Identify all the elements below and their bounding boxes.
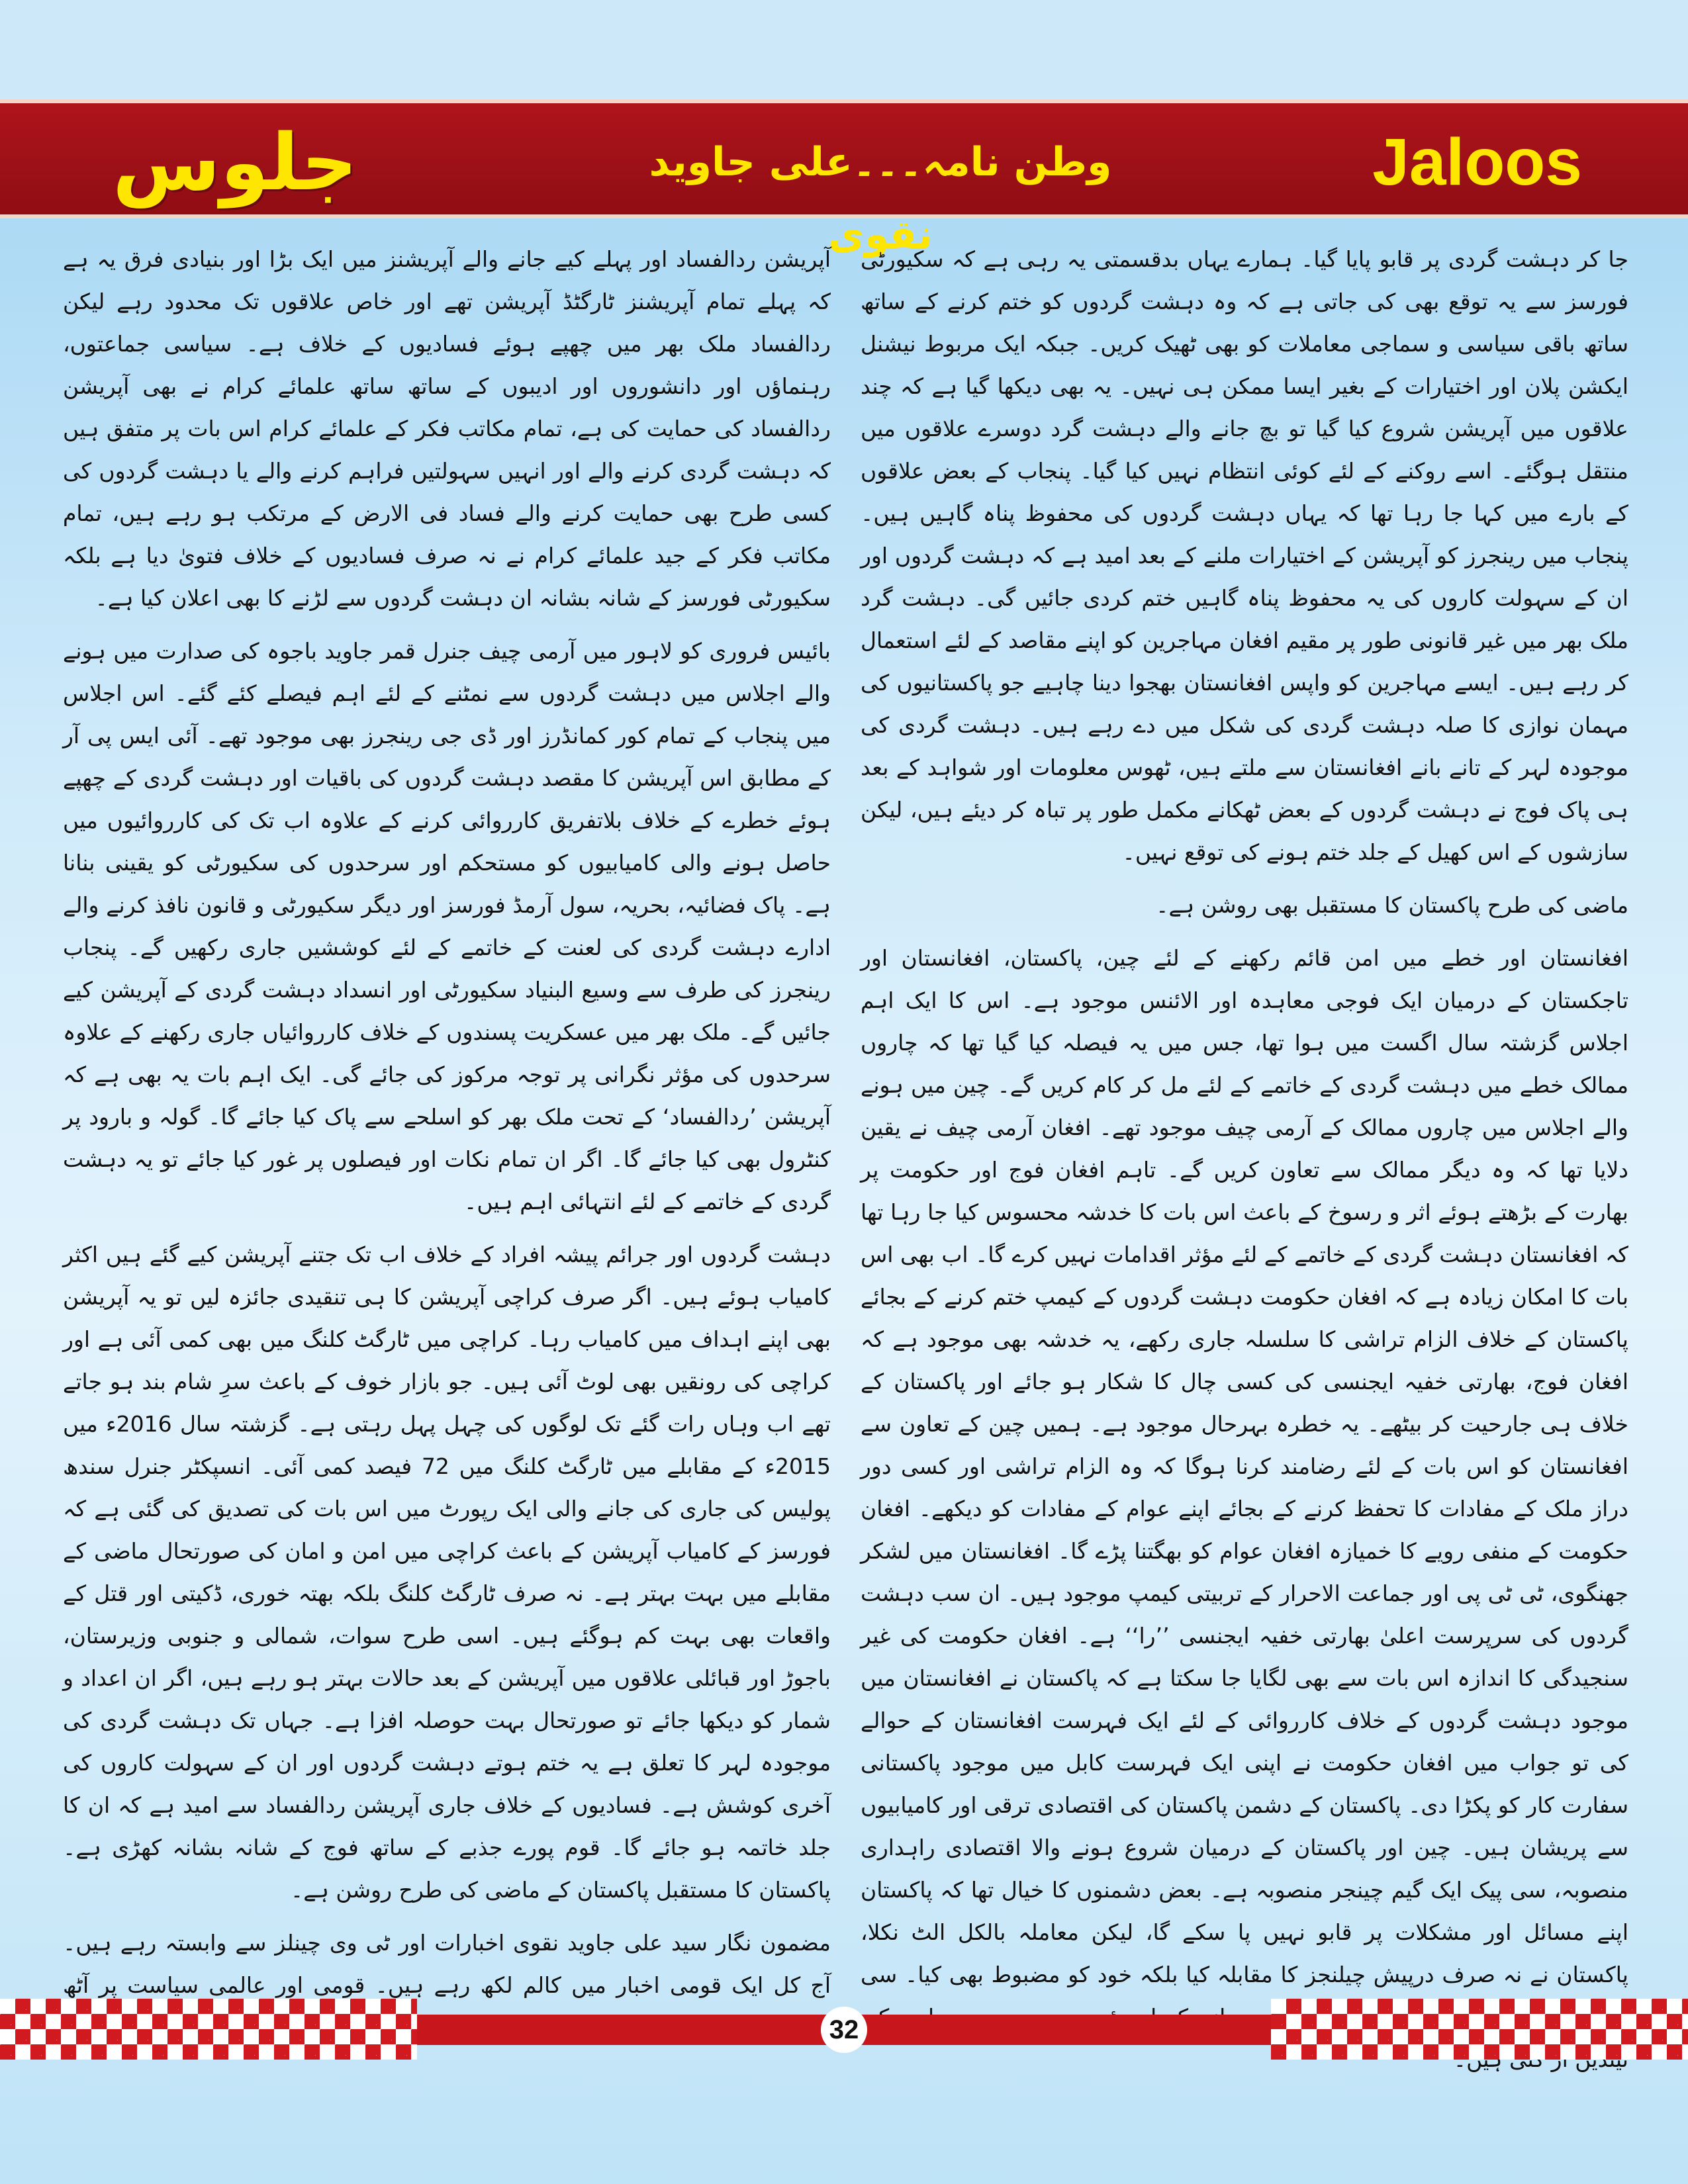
article-paragraph: آپریشن ردالفساد اور پہلے کیے جانے والے آپریشنز میں ایک بڑا اور بنیادی فرق یہ ہے کہ پہلے تمام آپریشنز ٹارگٹڈ آپریشن تھے اور خاص علاقوں تک محدود رہے لیکن ردالفساد ملک بھر میں چھپے ہوئے فسادیوں کے خلاف ہے۔ سیاسی جماعتوں، رہنماؤں اور دانشوروں اور ادیبوں کے ساتھ ساتھ علمائے کرام نے بھی آپریشن ردالفساد کی حمایت کی ہے، تمام مکاتب فکر کے علمائے کرام اس بات پر متفق ہیں کہ دہشت گردی کرنے والے اور انہیں سہولتیں فراہم کرنے والے یا دہشت گردوں کی کسی طرح بھی حمایت کرنے والے فساد فی الارض کے مرتکب ہو رہے ہیں، تمام مکاتب فکر کے جید علمائے کرام نے نہ صرف فسادیوں کے خلاف فتویٰ دیا ہے بلکہ سکیورٹی فورسز کے شانہ بشانہ ان دہشت گردوں سے لڑنے کا بھی اعلان کیا ہے۔ xyxy=(63,246,831,611)
article-column-right xyxy=(861,238,1628,2005)
checker-pattern-right xyxy=(1271,1999,1688,2060)
column-title: وطن نامہ۔۔۔علی جاوید نقوی xyxy=(649,139,1112,258)
article-column-left xyxy=(63,238,831,2005)
checker-pattern-left xyxy=(0,1999,417,2060)
article-paragraph: ماضی کی طرح پاکستان کا مستقبل بھی روشن ہے۔ xyxy=(1156,892,1628,918)
page-footer xyxy=(0,1999,1688,2184)
article-paragraph: بائیس فروری کو لاہور میں آرمی چیف جنرل قمر جاوید باجوہ کی صدارت میں ہونے والے اجلاس میں دہشت گردوں سے نمٹنے کے لئے اہم فیصلے کئے گئے۔ اس اجلاس میں پنجاب کے تمام کور کمانڈرز اور ڈی جی رینجرز بھی موجود تھے۔ آئی ایس پی آر کے مطابق اس آپریشن کا مقصد دہشت گردوں کی باقیات اور دہشت گردی کے چھپے ہوئے خطرے کے خلاف بلاتفریق کارروائی کرنے کے علاوہ اب تک کی کارروائیوں میں حاصل ہونے والی کامیابیوں کو مستحکم اور سرحدوں کی سکیورٹی کو یقینی بنانا ہے۔ پاک فضائیہ، بحریہ، سول آرمڈ فورسز اور دیگر سکیورٹی و قانون نافذ کرنے والے ادارے دہشت گردی کی لعنت کے خاتمے کے لئے کوششیں جاری رکھیں گے۔ پنجاب رینجرز کی طرف سے وسیع البنیاد سکیورٹی اور انسداد دہشت گردی کے آپریشن کیے جائیں گے۔ ملک بھر میں عسکریت پسندوں کے خلاف کارروائیاں جاری رکھنے کے علاوہ سرحدوں کی مؤثر نگرانی پر توجہ مرکوز کی جائے گی۔ ایک اہم بات یہ بھی ہے کہ آپریشن ’ردالفساد‘ کے تحت ملک بھر کو اسلحے سے پاک کیا جائے گا۔ گولہ و بارود پر کنٹرول بھی کیا جائے گا۔ اگر ان تمام نکات اور فیصلوں پر غور کیا جائے تو یہ دہشت گردی کے خاتمے کے لئے انتہائی اہم ہیں۔ xyxy=(63,638,831,1214)
author-note: مضمون نگار سید علی جاوید نقوی اخبارات اور ٹی وی چینلز سے وابستہ رہے ہیں۔ آج کل ایک قومی اخبار میں کالم لکھ رہے ہیں۔ قومی اور عالمی سیاست پر آٹھ xyxy=(63,1930,831,1998)
banner-top-rule xyxy=(0,99,1688,103)
article-paragraph: افغانستان اور خطے میں امن قائم رکھنے کے لئے چین، پاکستان، افغانستان اور تاجکستان کے درمیان ایک فوجی معاہدہ اور الائنس موجود ہے۔ اس کا ایک اہم اجلاس گزشتہ سال اگست میں ہوا تھا، جس میں یہ فیصلہ کیا گیا تھا کہ چاروں ممالک خطے میں دہشت گردی کے خاتمے کے لئے مل کر کام کریں گے۔ چین میں ہونے والے اجلاس میں چاروں ممالک کے آرمی چیف موجود تھے۔ افغان آرمی چیف نے یقین دلایا تھا کہ وہ دیگر ممالک سے تعاون کریں گے۔ تاہم افغان فوج اور حکومت پر بھارت کے بڑھتے ہوئے اثر و رسوخ کے باعث اس بات کا خدشہ محسوس کیا جا رہا تھا کہ افغانستان دہشت گردی کے خاتمے کے لئے مؤثر اقدامات نہیں کرے گا۔ اب بھی اس بات کا امکان زیادہ ہے کہ افغان حکومت دہشت گردوں کے کیمپ ختم کرنے کے بجائے پاکستان کے خلاف الزام تراشی کا سلسلہ جاری رکھے، یہ خدشہ بھی موجود ہے کہ افغان فوج، بھارتی خفیہ ایجنسی کی کسی چال کا شکار ہو جائے اور پاکستان کے خلاف ہی جارحیت کر بیٹھے۔ یہ خطرہ بہرحال موجود ہے۔ ہمیں چین کے تعاون سے افغانستان کو اس بات کے لئے رضامند کرنا ہوگا کہ وہ الزام تراشی اور کسی دور دراز ملک کے مفادات کا تحفظ کرنے کے بجائے اپنے عوام کے مفادات کو دیکھے۔ افغان حکومت کے منفی رویے کا خمیازہ افغان عوام کو بھگتنا پڑے گا۔ افغانستان میں لشکر جھنگوی، ٹی ٹی پی اور جماعت الاحرار کے تربیتی کیمپ موجود ہیں۔ ان سب دہشت گردوں کی سرپرست اعلیٰ بھارتی خفیہ ایجنسی ’’را‘‘ ہے۔ افغان حکومت کی غیر سنجیدگی کا اندازہ اس بات سے بھی لگایا جا سکتا ہے کہ پاکستان نے افغانستان میں موجود دہشت گردوں کے خلاف کارروائی کے لئے ایک فہرست افغانستان کے حوالے کی تو جواب میں افغان حکومت نے اپنی ایک فہرست کابل میں موجود پاکستانی سفارت کار کو پکڑا دی۔ پاکستان کے دشمن پاکستان کی اقتصادی ترقی اور کامیابیوں سے پریشان ہیں۔ چین اور پاکستان کے درمیان شروع ہونے والا اقتصادی راہداری منصوبہ، سی پیک ایک گیم چینجر منصوبہ ہے۔ بعض دشمنوں کا خیال تھا کہ پاکستان اپنے مسائل اور مشکلات پر قابو نہیں پا سکے گا، لیکن معاملہ بالکل الٹ نکلا، پاکستان نے نہ صرف درپیش چیلنجز کا مقابلہ کیا بلکہ خود کو مضبوط بھی کیا۔ سی xyxy=(861,945,1628,1987)
article-paragraph: جا کر دہشت گردی پر قابو پایا گیا۔ ہمارے یہاں بدقسمتی یہ رہی ہے کہ سکیورٹی فورسز سے یہ توقع بھی کی جاتی ہے کہ وہ دہشت گردوں کو ختم کرنے کے ساتھ ساتھ باقی سیاسی و سماجی معاملات کو بھی ٹھیک کریں۔ جبکہ ایک مربوط نیشنل ایکشن پلان اور اختیارات کے بغیر ایسا ممکن ہی نہیں۔ یہ بھی دیکھا گیا ہے کہ چند علاقوں میں آپریشن شروع کیا گیا تو بچ جانے والے دہشت گرد دوسرے علاقوں میں منتقل ہوگئے۔ اسے روکنے کے لئے کوئی انتظام نہیں کیا گیا۔ پنجاب کے بعض علاقوں کے بارے میں کہا جا رہا تھا کہ یہاں دہشت گردوں کی محفوظ پناہ گاہیں ہیں۔ پنجاب میں رینجرز کو آپریشن کے اختیارات ملنے کے بعد امید ہے کہ دہشت گردوں اور ان کے سہولت کاروں کی یہ محفوظ پناہ گاہیں ختم کردی جائیں گی۔ دہشت گرد ملک بھر میں غیر قانونی طور پر مقیم افغان مہاجرین کو اپنے مقاصد کے لئے استعمال کر رہے ہیں۔ ایسے مہاجرین کو واپس افغانستان بھجوا دینا چاہیے جو پاکستانیوں کی مہمان نوازی کا صلہ دہشت گردی کی شکل میں دے رہے ہیں۔ دہشت گردی کی موجودہ لہر کے تانے بانے افغانستان سے ملتے ہیں، ٹھوس معلومات اور شواہد کے بعد ہی پاک فوج نے دہشت گردوں کے بعض ٹھکانے مکمل طور پر تباہ کر دیئے ہیں، لیکن سازشوں کے اس کھیل کے جلد ختم ہونے کی توقع نہیں۔ xyxy=(861,246,1629,865)
top-strip xyxy=(0,0,1688,99)
magazine-logo-urdu: جلوس xyxy=(113,116,358,208)
article-paragraph: دہشت گردوں اور جرائم پیشہ افراد کے خلاف اب تک جتنے آپریشن کیے گئے ہیں اکثر کامیاب ہوئے ہیں۔ اگر صرف کراچی آپریشن کا ہی تنقیدی جائزہ لیں تو یہ آپریشن بھی اپنے اہداف میں کامیاب رہا۔ کراچی میں ٹارگٹ کلنگ میں بھی کمی آئی ہے اور کراچی کی رونقیں بھی لوٹ آئی ہیں۔ جو بازار خوف کے باعث سرِ شام بند ہو جاتے تھے اب وہاں رات گئے تک لوگوں کی چہل پہل رہتی ہے۔ گزشتہ سال 2016ء میں 2015ء کے مقابلے میں ٹارگٹ کلنگ میں 72 فیصد کمی آئی۔ انسپکٹر جنرل سندھ پولیس کی جاری کی جانے والی ایک رپورٹ میں اس بات کی تصدیق کی گئی ہے کہ فورسز کے کامیاب آپریشن کے باعث کراچی میں امن و امان کی صورتحال ماضی کے مقابلے میں بہت بہتر ہے۔ نہ صرف ٹارگٹ کلنگ بلکہ بھتہ خوری، ڈکیتی اور قتل کے واقعات بھی بہت کم ہوگئے ہیں۔ اسی طرح سوات، شمالی و جنوبی وزیرستان، باجوڑ اور قبائلی علاقوں میں آپریشن کے بعد حالات بہتر ہو رہے ہیں، اگر ان اعداد و شمار کو دیکھا جائے تو صورتحال بہت حوصلہ افزا ہے۔ جہاں تک دہشت گردی کی موجودہ لہر کا تعلق ہے یہ ختم ہوتے دہشت گردوں اور ان کے سہولت کاروں کی آخری کوشش ہے۔ فسادیوں کے خلاف جاری آپریشن ردالفساد سے امید ہے کہ ان کا جلد خاتمہ ہو جائے گا۔ قوم پورے جذبے کے ساتھ فوج کے شانہ بشانہ کھڑی ہے۔ پاکستان کا مستقبل پاکستان کے ماضی کی طرح روشن ہے۔ xyxy=(63,1242,831,1903)
magazine-logo-latin: Jaloos xyxy=(1372,125,1582,199)
page-number: 32 xyxy=(821,2007,867,2053)
